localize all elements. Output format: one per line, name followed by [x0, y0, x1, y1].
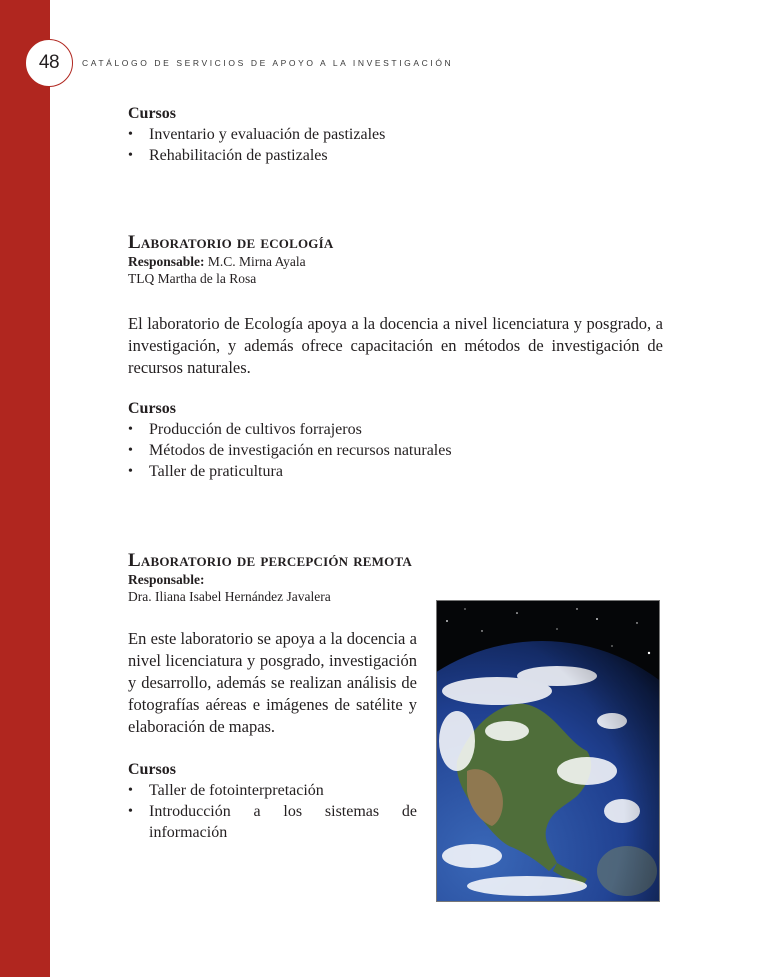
courses-list [128, 124, 385, 166]
ecology-description: El laboratorio de Ecología apoya a la docencia a nivel licenciatura y posgrado, a investigación, y además ofrece capacitación en métodos de investigación de recursos naturales. [128, 314, 663, 377]
course-item: • Inventario y evaluación de pastizales [128, 124, 385, 145]
course-item: • Métodos de investigación en recursos naturales [128, 440, 452, 461]
earth-illustration [437, 601, 659, 901]
courses-list [128, 780, 417, 843]
page-number-badge: 48 [25, 39, 73, 87]
courses-list [128, 419, 452, 482]
globe-shadow [437, 641, 659, 901]
top-courses-section [128, 104, 385, 166]
second-responsible: TLQ Martha de la Rosa [128, 271, 257, 286]
ecology-lab-header [128, 233, 333, 287]
remote-sensing-courses-section [128, 760, 417, 843]
course-item: • Producción de cultivos forrajeros [128, 419, 452, 440]
remote-sensing-description: En este laboratorio se apoya a la docencia a nivel licenciatura y posgrado, investigación y desarrollo, además se realizan análisis de fotografías aéreas e imágenes de satélite y elaboración de mapas. [128, 629, 417, 736]
responsible-label: Responsable: [128, 254, 205, 269]
responsible-name: Dra. Iliana Isabel Hernández Javalera [128, 589, 331, 604]
responsible-line [128, 253, 333, 270]
courses-label: Cursos [128, 761, 177, 778]
course-item: • Rehabilitación de pastizales [128, 145, 385, 166]
responsible-label: Responsable: [128, 572, 205, 587]
section-title: Laboratorio de percepción remota [128, 550, 412, 571]
running-header: CATÁLOGO DE SERVICIOS DE APOYO A LA INVESTIGACIÓN [82, 58, 454, 68]
courses-label: Cursos [128, 400, 177, 417]
responsible-name: M.C. Mirna Ayala [207, 254, 306, 269]
remote-sensing-lab-header [128, 551, 412, 605]
course-item: • Taller de fotointerpretación [128, 780, 417, 801]
earth-satellite-image [436, 600, 660, 902]
section-title: Laboratorio de ecología [128, 232, 334, 253]
course-item: • Introducción a los sistemas de información [128, 801, 417, 843]
ecology-courses-section [128, 399, 452, 482]
course-item: • Taller de praticultura [128, 461, 452, 482]
red-margin-band [0, 0, 50, 977]
responsible-line [128, 571, 412, 588]
courses-label: Cursos [128, 105, 177, 122]
